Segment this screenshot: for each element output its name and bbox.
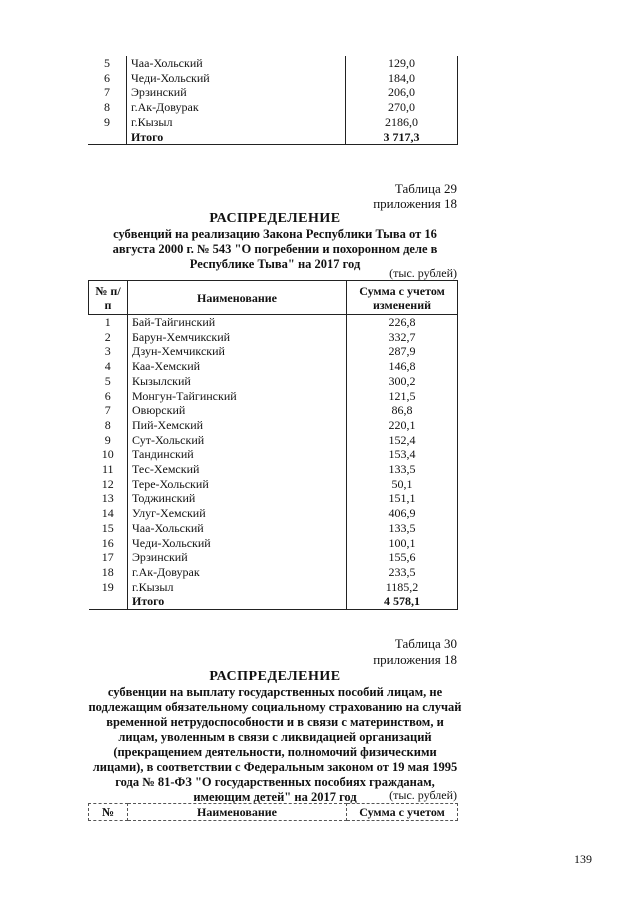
row-value: 287,9 — [347, 344, 458, 359]
table-row — [88, 115, 458, 130]
total-spacer — [89, 594, 128, 609]
table29-subtitle-1: субвенций на реализацию Закона Республики Тыва от 16 — [113, 227, 437, 241]
row-number: 18 — [89, 565, 128, 580]
row-number: 13 — [89, 491, 128, 506]
row-number: 8 — [89, 418, 128, 433]
total-label: Итого — [127, 130, 346, 145]
table-row — [89, 418, 458, 433]
table30-subtitle-7: года № 81-ФЗ "О государственных пособиях гражданам, — [115, 775, 435, 789]
row-value: 133,5 — [347, 462, 458, 477]
row-value: 86,8 — [347, 403, 458, 418]
table-row — [89, 433, 458, 448]
row-number: 9 — [89, 433, 128, 448]
row-number: 19 — [89, 580, 128, 595]
table-row — [89, 580, 458, 595]
total-value: 3 717,3 — [346, 130, 458, 145]
row-name: г.Ак-Довурак — [128, 565, 347, 580]
row-number: 1 — [89, 315, 128, 330]
row-number: 8 — [88, 100, 127, 115]
row-name: Чеди-Хольский — [128, 536, 347, 551]
row-value: 155,6 — [347, 550, 458, 565]
header-num: № — [89, 804, 128, 821]
row-name: Монгун-Тайгинский — [128, 389, 347, 404]
table30-subtitle-1: субвенции на выплату государственных пособий лицам, не — [107, 685, 443, 699]
header-num: № п/п — [89, 281, 128, 315]
table-row — [89, 506, 458, 521]
row-value: 226,8 — [347, 315, 458, 330]
row-number: 17 — [89, 550, 128, 565]
row-name: Чаа-Хольский — [128, 521, 347, 536]
row-name: Тандинский — [128, 447, 347, 462]
row-name: Каа-Хемский — [128, 359, 347, 374]
table-row — [89, 491, 458, 506]
row-value: 332,7 — [347, 330, 458, 345]
table-row — [89, 389, 458, 404]
table30-subtitle-8: имеющим детей" на 2017 год — [193, 790, 357, 804]
row-name: Эрзинский — [127, 85, 346, 100]
table29-label: Таблица 29 — [394, 181, 457, 196]
row-value: 270,0 — [346, 100, 458, 115]
row-name: Бай-Тайгинский — [128, 315, 347, 330]
table-row — [89, 447, 458, 462]
row-value: 2186,0 — [346, 115, 458, 130]
table29-body — [89, 315, 458, 610]
row-name: Дзун-Хемчикский — [128, 344, 347, 359]
row-name: Кызылский — [128, 374, 347, 389]
row-value: 300,2 — [347, 374, 458, 389]
row-value: 100,1 — [347, 536, 458, 551]
table-row — [89, 477, 458, 492]
row-value: 152,4 — [347, 433, 458, 448]
row-value: 129,0 — [346, 56, 458, 71]
row-number: 4 — [89, 359, 128, 374]
row-number: 6 — [89, 389, 128, 404]
table29-title: РАСПРЕДЕЛЕНИЕ — [209, 211, 341, 226]
row-number: 11 — [89, 462, 128, 477]
row-number: 7 — [88, 85, 127, 100]
row-name: Чаа-Хольский — [127, 56, 346, 71]
row-number: 7 — [89, 403, 128, 418]
row-value: 151,1 — [347, 491, 458, 506]
table29 — [88, 280, 458, 610]
row-name: г.Кызыл — [128, 580, 347, 595]
table-row — [89, 374, 458, 389]
header-name: Наименование — [128, 804, 347, 821]
table29-subtitle-3: Республике Тыва" на 2017 год — [189, 257, 361, 271]
row-number: 3 — [89, 344, 128, 359]
row-number: 15 — [89, 521, 128, 536]
row-name: Чеди-Хольский — [127, 71, 346, 86]
table-row — [88, 56, 458, 71]
row-value: 220,1 — [347, 418, 458, 433]
table30-title: РАСПРЕДЕЛЕНИЕ — [209, 669, 341, 684]
row-number: 9 — [88, 115, 127, 130]
table30-subtitle-3: временной нетрудоспособности и в связи с материнством, и — [106, 715, 444, 729]
row-name: Улуг-Хемский — [128, 506, 347, 521]
row-number: 14 — [89, 506, 128, 521]
row-value: 153,4 — [347, 447, 458, 462]
total-row — [89, 594, 458, 609]
table-row — [88, 85, 458, 100]
row-name: Овюрский — [128, 403, 347, 418]
row-name: г.Кызыл — [127, 115, 346, 130]
table30-label: Таблица 30 — [394, 636, 457, 651]
page-number: 139 — [574, 852, 592, 866]
table-row — [89, 359, 458, 374]
total-value: 4 578,1 — [347, 594, 458, 609]
total-row — [88, 130, 458, 145]
row-value: 121,5 — [347, 389, 458, 404]
row-name: Сут-Хольский — [128, 433, 347, 448]
row-number: 10 — [89, 447, 128, 462]
header-sum: Сумма с учетом изменений — [347, 281, 458, 315]
table-row — [89, 330, 458, 345]
table30-subtitle-4: лицам, уволенным в связи с ликвидацией организаций — [118, 730, 432, 744]
row-number: 5 — [88, 56, 127, 71]
row-value: 206,0 — [346, 85, 458, 100]
header-name: Наименование — [128, 281, 347, 315]
row-value: 146,8 — [347, 359, 458, 374]
table29-appendix: приложения 18 — [373, 196, 457, 211]
row-value: 184,0 — [346, 71, 458, 86]
table30-units: (тыс. рублей) — [389, 788, 457, 802]
table30-subtitle-5: (прекращением деятельности, полномочий физическими — [113, 745, 437, 759]
table-row — [89, 403, 458, 418]
row-name: Тоджинский — [128, 491, 347, 506]
row-number: 5 — [89, 374, 128, 389]
table-row — [89, 315, 458, 330]
table-row — [89, 565, 458, 580]
table-top-body — [88, 56, 458, 145]
row-value: 1185,2 — [347, 580, 458, 595]
row-name: г.Ак-Довурак — [127, 100, 346, 115]
table-top — [88, 56, 458, 145]
table30-appendix: приложения 18 — [373, 652, 457, 667]
table-row — [88, 100, 458, 115]
row-value: 50,1 — [347, 477, 458, 492]
total-spacer — [88, 130, 127, 145]
table-row — [89, 344, 458, 359]
row-name: Барун-Хемчикский — [128, 330, 347, 345]
table30-header — [88, 803, 458, 821]
row-name: Тере-Хольский — [128, 477, 347, 492]
row-name: Тес-Хемский — [128, 462, 347, 477]
table29-units: (тыс. рублей) — [389, 266, 457, 280]
table30-subtitle-2: подлежащим обязательному социальному страхованию на случай — [88, 700, 462, 714]
table29-subtitle-2: августа 2000 г. № 543 "О погребении и похоронном деле в — [112, 242, 438, 256]
row-value: 406,9 — [347, 506, 458, 521]
table-row — [89, 536, 458, 551]
row-name: Эрзинский — [128, 550, 347, 565]
table-row — [89, 550, 458, 565]
row-number: 6 — [88, 71, 127, 86]
header-sum: Сумма с учетом — [347, 804, 458, 821]
table-row — [89, 462, 458, 477]
row-value: 133,5 — [347, 521, 458, 536]
row-name: Пий-Хемский — [128, 418, 347, 433]
table30-subtitle-6: лицами), в соответствии с Федеральным законом от 19 мая 1995 — [92, 760, 458, 774]
row-number: 16 — [89, 536, 128, 551]
row-number: 2 — [89, 330, 128, 345]
total-label: Итого — [128, 594, 347, 609]
table-row — [88, 71, 458, 86]
table-row — [89, 521, 458, 536]
row-value: 233,5 — [347, 565, 458, 580]
row-number: 12 — [89, 477, 128, 492]
